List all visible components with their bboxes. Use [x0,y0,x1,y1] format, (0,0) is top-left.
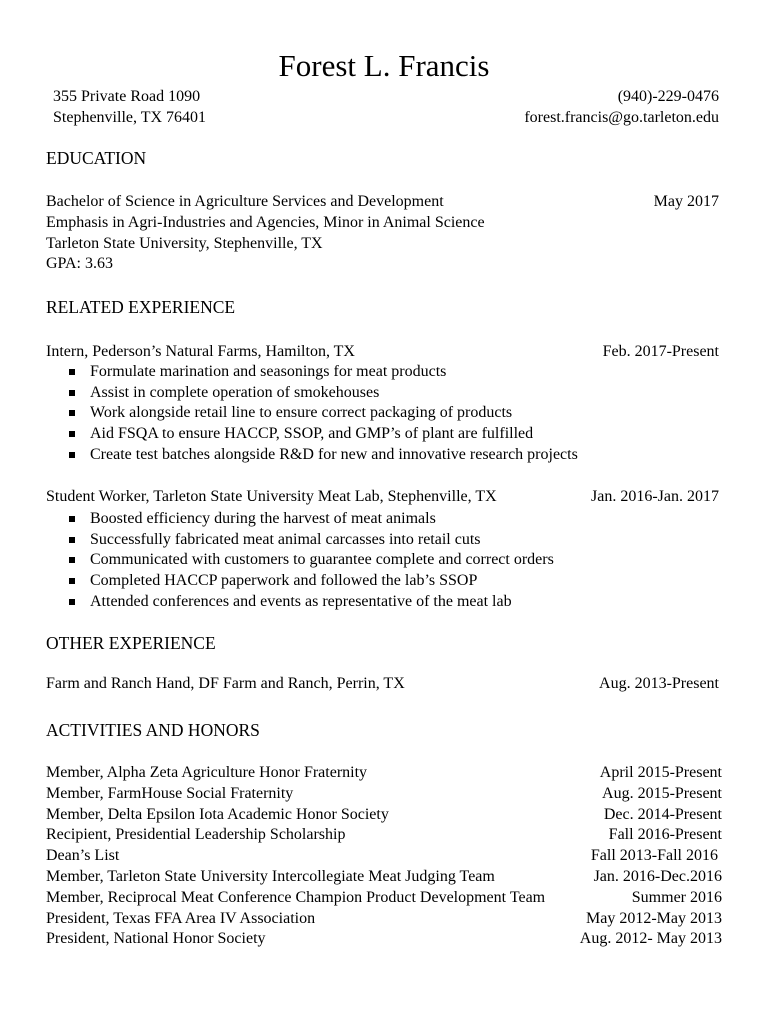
job-date: Jan. 2016-Jan. 2017 [591,488,719,505]
address-line-2: Stephenville, TX 76401 [53,109,207,126]
activity-item [46,929,722,950]
activity-text: Recipient, Presidential Leadership Scholarship [46,826,346,844]
job-bullet: Assist in complete operation of smokehouses [68,383,578,404]
degree-emphasis: Emphasis in Agri-Industries and Agencies, Minor in Animal Science [46,214,485,231]
activity-item [46,846,722,867]
activities-heading: ACTIVITIES AND HONORS [46,720,260,740]
job-bullet: Communicated with customers to guarantee complete and correct orders [68,550,554,571]
job-bullet-list [68,362,578,466]
other-job-role: Farm and Ranch Hand, [46,675,195,692]
activity-item [46,784,722,805]
activity-date: Jan. 2016-Dec.2016 [593,867,722,885]
degree-date: May 2017 [653,193,719,210]
activity-date: Dec. 2014-Present [603,805,722,823]
activity-item [46,825,722,846]
job-bullet: Formulate marination and seasonings for meat products [68,362,578,383]
degree: Bachelor of Science in Agriculture Services and Development [46,193,444,210]
activity-item [46,888,722,909]
activity-date: Fall 2013-Fall 2016 [590,847,718,865]
education-heading: EDUCATION [46,148,147,168]
activity-item [46,805,722,826]
address-block [53,86,206,128]
activity-text: Member, FarmHouse Social Fraternity [46,784,294,802]
activity-item [46,867,722,888]
school: Tarleton State University, Stephenville, TX [46,235,323,252]
other-job-organization: DF Farm and Ranch, Perrin, TX [194,675,405,692]
activity-date: May 2012-May 2013 [586,909,722,927]
job-bullet: Work alongside retail line to ensure correct packaging of products [68,403,578,424]
job-role: Student Worker, [46,488,150,505]
job-organization: Tarleton State University Meat Lab, Stephenville, TX [149,488,497,505]
activity-date: April 2015-Present [599,764,722,781]
activity-date: Summer 2016 [631,888,722,906]
activity-text: Member, Delta Epsilon Iota Academic Honor Society [46,805,389,823]
job-date: Feb. 2017-Present [602,343,719,360]
job-bullet: Create test batches alongside R&D for new and innovative research projects [68,445,578,466]
activities-list [46,763,722,950]
job-bullet: Boosted efficiency during the harvest of meat animals [68,509,554,530]
activity-date: Fall 2016-Present [608,826,722,844]
activity-text: Member, Tarleton State University Intercollegiate Meat Judging Team [46,867,495,885]
other-job-date: Aug. 2013-Present [599,675,719,692]
activity-item [46,909,722,930]
related-experience-heading: RELATED EXPERIENCE [46,297,236,317]
activity-text: President, Texas FFA Area IV Association [46,909,316,927]
email-address: forest.francis@go.tarleton.edu [524,109,719,126]
activity-text: Member, Reciprocal Meat Conference Champion Product Development Team [46,888,546,906]
activity-date: Aug. 2012- May 2013 [579,930,722,948]
activity-item [46,763,722,784]
other-experience-heading: OTHER EXPERIENCE [46,633,216,653]
job-bullet-list [68,509,554,613]
job-bullet: Aid FSQA to ensure HACCP, SSOP, and GMP’s of plant are fulfilled [68,424,578,445]
other-job-line [46,674,405,695]
job-organization: Pederson’s Natural Farms, Hamilton, TX [88,343,355,360]
job-bullet: Completed HACCP paperwork and followed the lab’s SSOP [68,571,554,592]
activity-text: Dean’s List [46,847,120,865]
job-bullet: Successfully fabricated meat animal carcasses into retail cuts [68,530,554,551]
activity-date: Aug. 2015-Present [602,784,722,802]
job-role: Intern, [46,343,89,360]
job-bullet: Attended conferences and events as representative of the meat lab [68,592,554,613]
resume-name: Forest L. Francis [278,48,490,83]
job-title-line [46,487,497,508]
gpa: GPA: 3.63 [46,255,113,272]
phone-number: (940)-229-0476 [617,88,719,105]
job-title-line [46,342,355,363]
contact-block [524,86,719,128]
activity-text: Member, Alpha Zeta Agriculture Honor Fraternity [46,764,368,781]
activity-text: President, National Honor Society [46,930,266,948]
address-line-1: 355 Private Road 1090 [53,88,201,105]
